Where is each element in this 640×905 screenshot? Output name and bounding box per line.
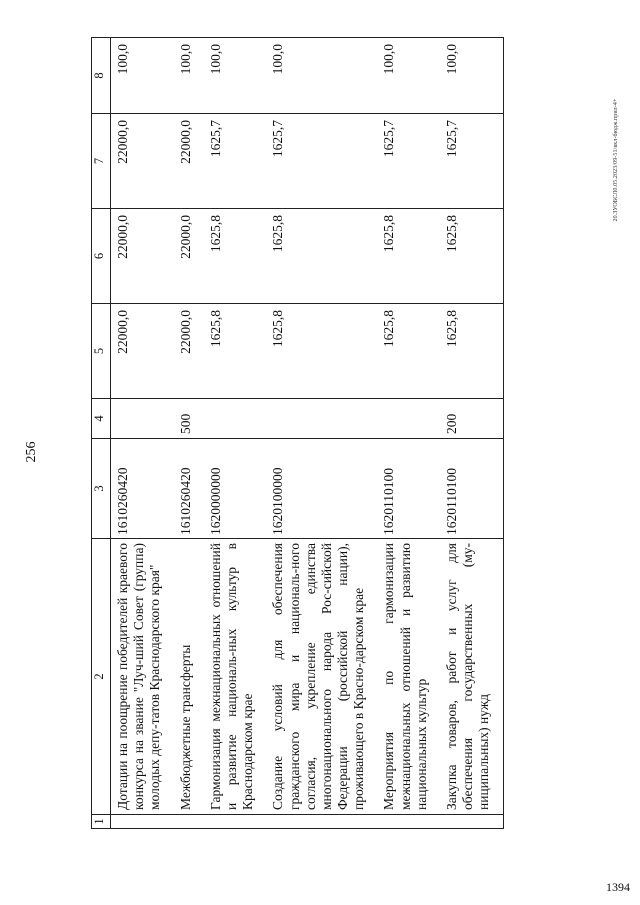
cell-name: Дотации на поощрение победителей краевого конкурса на звание "Луч-ший Совет (группа) молодых депу-татов Краснодарского края" — [111, 539, 174, 815]
col-header-5: 5 — [92, 304, 111, 399]
cell-value-5: 1625,8 — [266, 304, 377, 399]
page-number: 256 — [24, 441, 39, 463]
cell-col1 — [377, 815, 440, 829]
cell-name: Создание условий для обеспечения гражданского мира и националь-ного согласия, укрепление единства многонационального народа Рос-сийской Федерации (российской нации), проживающего в Красно-дарском крае — [266, 539, 377, 815]
cell-percent: 100,0 — [377, 38, 440, 114]
cell-percent: 100,0 — [111, 38, 174, 114]
cell-type — [377, 399, 440, 439]
cell-code: 1610260420 — [111, 439, 174, 539]
cell-type — [111, 399, 174, 439]
cell-value-6: 1625,8 — [266, 209, 377, 304]
col-header-7: 7 — [92, 114, 111, 209]
col-header-3: 3 — [92, 439, 111, 539]
cell-type — [204, 399, 267, 439]
cell-value-7: 22000,0 — [111, 114, 174, 209]
cell-value-6: 1625,8 — [377, 209, 440, 304]
cell-value-5: 22000,0 — [111, 304, 174, 399]
cell-value-7: 1625,7 — [204, 114, 267, 209]
cell-col1 — [440, 815, 503, 829]
cell-value-5: 22000,0 — [174, 304, 204, 399]
cell-value-5: 1625,8 — [440, 304, 503, 399]
cell-type: 500 — [174, 399, 204, 439]
cell-percent: 100,0 — [204, 38, 267, 114]
cell-value-6: 22000,0 — [111, 209, 174, 304]
table-row — [266, 38, 377, 829]
cell-percent: 100,0 — [174, 38, 204, 114]
col-header-1: 1 — [92, 815, 111, 829]
cell-value-6: 1625,8 — [440, 209, 503, 304]
rotated-table-container — [91, 38, 640, 829]
cell-code: 1620100000 — [266, 439, 377, 539]
cell-value-5: 1625,8 — [204, 304, 267, 399]
cell-value-7: 22000,0 — [174, 114, 204, 209]
cell-type — [266, 399, 377, 439]
cell-value-7: 1625,7 — [377, 114, 440, 209]
table-row — [204, 38, 267, 829]
table-row — [111, 38, 174, 829]
cell-code: 1620110100 — [440, 439, 503, 539]
budget-table — [91, 37, 504, 829]
cell-col1 — [266, 815, 377, 829]
col-header-4: 4 — [92, 399, 111, 439]
table-row — [377, 38, 440, 829]
header-row — [92, 38, 111, 829]
cell-code: 1610260420 — [174, 439, 204, 539]
cell-value-7: 1625,7 — [266, 114, 377, 209]
cell-code: 1620110100 — [377, 439, 440, 539]
cell-value-6: 1625,8 — [204, 209, 267, 304]
cell-col1 — [204, 815, 267, 829]
cell-type: 200 — [440, 399, 503, 439]
cell-value-6: 22000,0 — [174, 209, 204, 304]
cell-value-7: 1625,7 — [440, 114, 503, 209]
cell-name: Мероприятия по гармонизации межнациональных отношений и развитию национальных культур — [377, 539, 440, 815]
cell-percent: 100,0 — [440, 38, 503, 114]
cell-value-5: 1625,8 — [377, 304, 440, 399]
cell-col1 — [111, 815, 174, 829]
cell-name: Гармонизация межнациональных отношений и развитие националь-ных культур в Краснодарском крае — [204, 539, 267, 815]
table-row — [440, 38, 503, 829]
cell-name: Закупка товаров, работ и услуг для обеспечения государственных (му-ниципальных) нужд — [440, 539, 503, 815]
cell-code: 1620000000 — [204, 439, 267, 539]
cell-name: Межбюджетные трансферты — [174, 539, 204, 815]
cell-percent: 100,0 — [266, 38, 377, 114]
cell-col1 — [174, 815, 204, 829]
col-header-8: 8 — [92, 38, 111, 114]
sheet-number: 1394 — [606, 880, 630, 894]
col-header-2: 2 — [92, 539, 111, 815]
table-row — [174, 38, 204, 829]
col-header-6: 6 — [92, 209, 111, 304]
document-stamp: 20.ЗУОБСЛ0.05.2023/09-51/вкл-бюдж.прил-4+ — [613, 98, 619, 222]
